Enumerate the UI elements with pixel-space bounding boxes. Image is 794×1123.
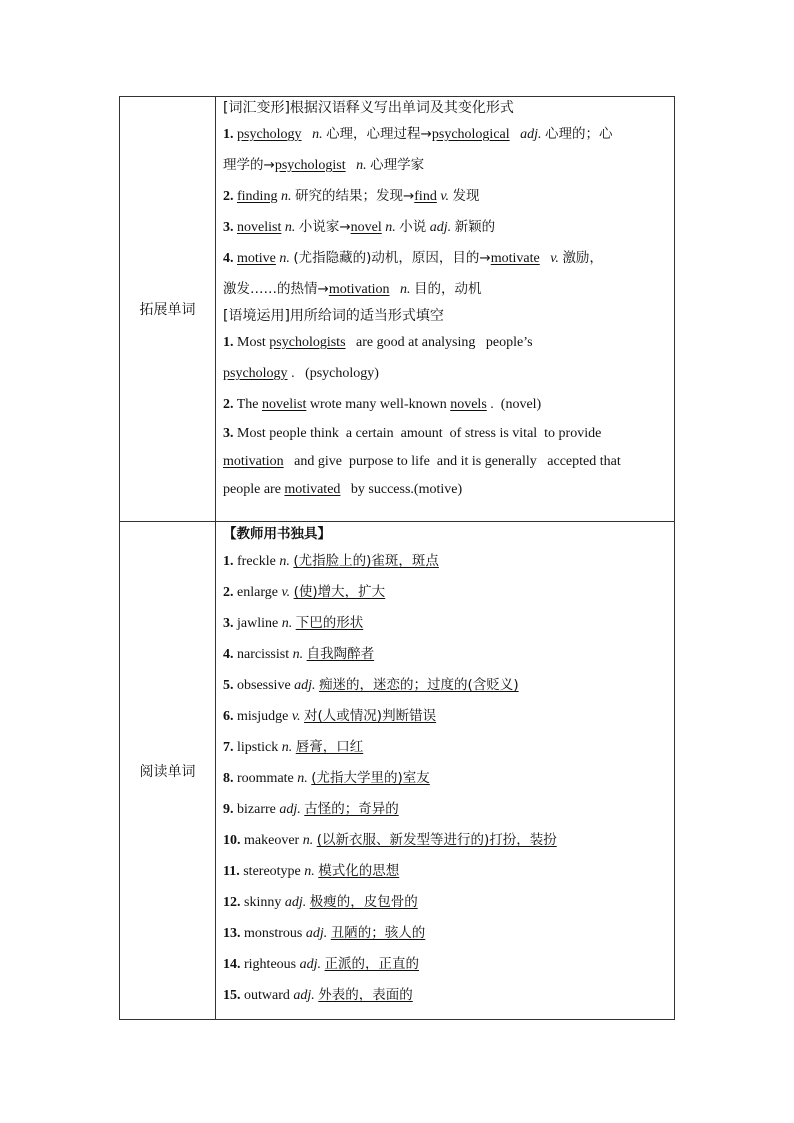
reading-word-item (223, 763, 668, 794)
reading-word-item (223, 732, 668, 763)
reading-word-item (223, 980, 668, 1011)
sentence-1: 1. Most psychologists are good at analysing people’s (223, 335, 533, 350)
item-number: 2. (223, 585, 234, 600)
part-of-speech: n. (304, 864, 315, 879)
vocab-word: enlarge (237, 585, 278, 600)
part-of-speech: n. (281, 740, 293, 755)
item-number: 5. (223, 678, 234, 693)
answer-word: psychology (223, 366, 288, 381)
vocab-meaning: 下巴的形状 (295, 615, 364, 631)
reading-words-label: 阅读单词 (139, 763, 196, 780)
part-of-speech: n. (297, 771, 308, 786)
vocab-meaning: 外表的，表面的 (318, 987, 413, 1003)
word-formation-heading: [词汇变形]根据汉语释义写出单词及其变化形式 (223, 100, 514, 116)
vocabulary-table (119, 96, 675, 1020)
formation-item-4: 4. motive n. (尤指隐藏的)动机，原因，目的→motivate v. 激励， (223, 250, 603, 266)
part-of-speech: n. (281, 616, 293, 631)
item-number: 7. (223, 740, 234, 755)
reading-word-item (223, 670, 668, 701)
vocab-meaning: 正派的，正直的 (324, 956, 419, 972)
answer-word: psychological (431, 127, 510, 142)
item-number: 6. (223, 709, 234, 724)
sentence-3-cont: motivation and give purpose to life and it is generally accepted that (223, 454, 621, 469)
expand-words-label: 拓展单词 (139, 302, 196, 318)
vocab-word: makeover (244, 833, 300, 848)
reading-word-list (223, 546, 668, 1011)
part-of-speech: n. (302, 833, 314, 848)
vocab-meaning: 古怪的；奇异的 (304, 801, 399, 817)
sentence-2: 2. The novelist wrote many well-known novels . (novel) (223, 397, 542, 412)
reading-word-item (223, 856, 668, 887)
item-number: 11. (223, 864, 240, 879)
item-number: 13. (223, 926, 241, 941)
vocab-word: lipstick (237, 740, 279, 755)
answer-word: novelist (262, 397, 307, 412)
answer-word: motive (237, 251, 276, 266)
formation-item-3: 3. novelist n. 小说家→novel n. 小说 adj. 新颖的 (223, 219, 496, 235)
answer-word: motivate (490, 251, 540, 266)
vocab-word: monstrous (244, 926, 303, 941)
vocab-meaning: 痴迷的，迷恋的；过度的(含贬义) (319, 677, 519, 693)
reading-word-item (223, 949, 668, 980)
reading-word-item (223, 577, 668, 608)
item-number: 3. (223, 616, 234, 631)
reading-word-item (223, 794, 668, 825)
part-of-speech: adj. (305, 926, 328, 941)
vocab-meaning: 极瘦的，皮包骨的 (309, 894, 418, 910)
formation-item-2: 2. finding n. 研究的结果；发现→find v. 发现 (223, 188, 480, 204)
answer-word: novelist (237, 220, 282, 235)
item-number: 1. (223, 554, 234, 569)
part-of-speech: v. (291, 709, 301, 724)
sentence-3-cont-2: people are motivated by success.(motive) (223, 482, 463, 497)
reading-word-item (223, 639, 668, 670)
item-number: 9. (223, 802, 234, 817)
vocab-word: bizarre (237, 802, 276, 817)
vocab-word: narcissist (237, 647, 290, 662)
answer-word: motivation (328, 282, 390, 297)
reading-words-row (120, 522, 675, 1020)
vocab-word: obsessive (237, 678, 291, 693)
answer-word: psychologist (274, 158, 346, 173)
expand-label-cell (120, 97, 216, 522)
vocab-meaning: (尤指大学里的)室友 (311, 770, 430, 786)
expand-words-row (120, 97, 675, 522)
vocab-meaning: 丑陋的；骇人的 (330, 925, 426, 941)
reading-content-cell (216, 522, 675, 1020)
vocab-meaning: (尤指脸上的)雀斑，斑点 (293, 553, 439, 569)
vocab-word: righteous (244, 957, 297, 972)
item-number: 15. (223, 988, 241, 1003)
context-usage-heading: [语境运用]用所给词的适当形式填空 (223, 308, 444, 324)
vocab-word: freckle (237, 554, 276, 569)
vocab-word: outward (244, 988, 290, 1003)
part-of-speech: adj. (299, 957, 321, 972)
part-of-speech: adj. (279, 802, 301, 817)
reading-word-item (223, 918, 668, 949)
vocab-meaning: (使)增大，扩大 (293, 584, 386, 600)
answer-word: psychology (237, 127, 302, 142)
answer-word: motivation (223, 454, 284, 469)
reading-word-item (223, 825, 668, 856)
vocab-word: misjudge (237, 709, 289, 724)
vocab-meaning: 模式化的思想 (318, 863, 400, 879)
vocab-word: stereotype (243, 864, 301, 879)
reading-word-item (223, 546, 668, 577)
vocab-meaning: 对(人或情况)判断错误 (304, 708, 437, 724)
part-of-speech: adj. (284, 895, 307, 910)
formation-item-4-cont: 激发……的热情→motivation n. 目的，动机 (223, 281, 482, 297)
part-of-speech: n. (279, 554, 290, 569)
reading-word-item (223, 701, 668, 732)
vocab-word: roommate (237, 771, 294, 786)
reading-label-cell (120, 522, 216, 1020)
part-of-speech: adj. (293, 988, 315, 1003)
formation-item-1-cont: 理学的→psychologist n. 心理学家 (223, 157, 425, 173)
vocab-meaning: 唇膏，口红 (295, 739, 364, 755)
answer-word: novels (450, 397, 487, 412)
item-number: 12. (223, 895, 241, 910)
answer-word: novel (350, 220, 382, 235)
part-of-speech: v. (281, 585, 291, 600)
item-number: 10. (223, 833, 241, 848)
teacher-book-title: 【教师用书独具】 (223, 526, 331, 542)
item-number: 4. (223, 647, 234, 662)
item-number: 14. (223, 957, 241, 972)
sentence-1-cont: psychology . (psychology) (223, 366, 379, 381)
part-of-speech: adj. (294, 678, 316, 693)
answer-word: psychologists (269, 335, 346, 350)
vocab-meaning: 自我陶醉者 (306, 646, 375, 662)
sentence-3: 3. Most people think a certain amount of stress is vital to provide (223, 426, 602, 441)
reading-word-item (223, 887, 668, 918)
vocab-meaning: (以新衣服、新发型等进行的)打扮，装扮 (316, 832, 557, 848)
item-number: 8. (223, 771, 234, 786)
vocab-word: jawline (237, 616, 279, 631)
expand-content-cell (216, 97, 675, 522)
vocab-word: skinny (244, 895, 282, 910)
answer-word: motivated (284, 482, 341, 497)
answer-word: find (414, 189, 437, 204)
formation-item-1: 1. psychology n. 心理，心理过程→psychological adj. 心理的；心 (223, 126, 613, 142)
answer-word: finding (237, 189, 278, 204)
part-of-speech: n. (292, 647, 304, 662)
reading-word-item (223, 608, 668, 639)
